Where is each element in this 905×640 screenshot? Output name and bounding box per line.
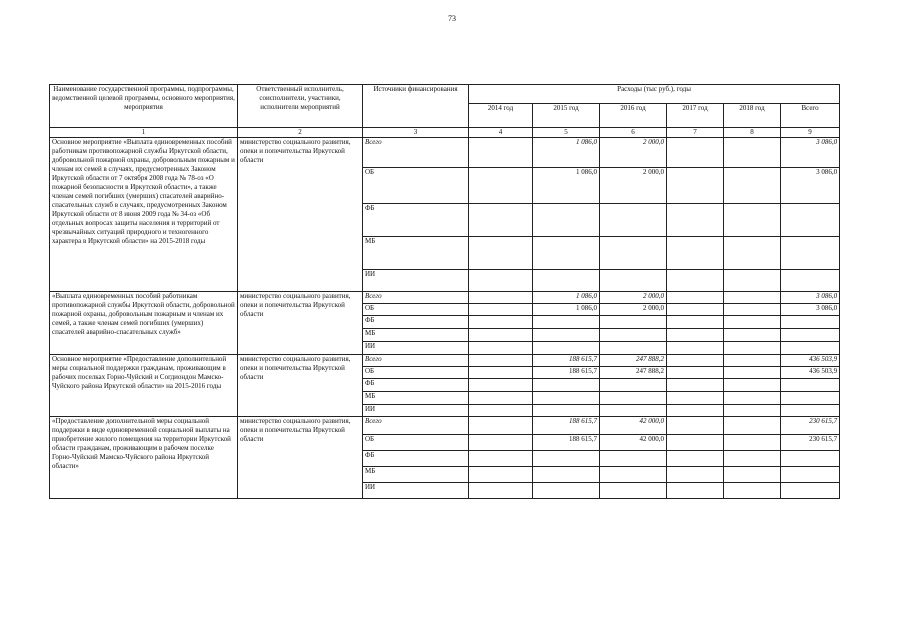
program-name: «Предоставление дополнительной меры социальной поддержки в виде единовременной социальной выплаты на приобретение жилого помещения на территории Иркутской области гражданам, проживающим в рабочем поселке Горно-Чуйский Мамско-Чуйского района Иркутской области» [50, 417, 238, 499]
amount-cell [533, 270, 600, 292]
amount-cell [600, 379, 667, 392]
column-number: 6 [600, 128, 667, 138]
amount-cell [469, 342, 533, 355]
header-year: 2017 год [667, 104, 724, 128]
amount-cell [724, 237, 781, 270]
amount-cell [781, 405, 840, 417]
amount-cell [600, 392, 667, 405]
amount-cell [533, 204, 600, 237]
amount-cell [469, 483, 533, 499]
amount-cell [533, 342, 600, 355]
amount-cell [667, 292, 724, 304]
amount-cell [469, 417, 533, 435]
column-number: 2 [238, 128, 363, 138]
funding-source: МБ [363, 392, 469, 405]
amount-cell [724, 483, 781, 499]
column-number: 8 [724, 128, 781, 138]
amount-cell: 436 503,9 [781, 355, 840, 367]
funding-source: ФБ [363, 379, 469, 392]
funding-source: МБ [363, 467, 469, 483]
amount-cell [469, 138, 533, 168]
amount-cell [724, 392, 781, 405]
amount-cell [781, 392, 840, 405]
amount-cell: 3 086,0 [781, 138, 840, 168]
amount-cell: 247 888,2 [600, 367, 667, 379]
amount-cell [724, 329, 781, 342]
executor: министерство социального развития, опеки и попечительства Иркутской области [238, 292, 363, 355]
column-numbers-row [50, 128, 840, 138]
amount-cell [469, 237, 533, 270]
amount-cell: 2 000,0 [600, 304, 667, 316]
amount-cell [533, 316, 600, 329]
amount-cell: 1 086,0 [533, 168, 600, 204]
amount-cell [781, 379, 840, 392]
amount-cell [533, 451, 600, 467]
amount-cell: 188 615,7 [533, 417, 600, 435]
header-year: 2015 год [533, 104, 600, 128]
amount-cell [724, 435, 781, 451]
amount-cell [667, 379, 724, 392]
page-number: 73 [448, 14, 456, 23]
funding-source: МБ [363, 329, 469, 342]
amount-cell [667, 237, 724, 270]
amount-cell [781, 270, 840, 292]
program-name: Основное мероприятие «Предоставление дополнительной меры социальной поддержки гражданам, проживающим в рабочих поселках Горно-Чуйский и Согдиондон Мамско-Чуйского района Иркутской области» на 2015-2016 годы [50, 355, 238, 417]
amount-cell: 1 086,0 [533, 304, 600, 316]
funding-source: ОБ [363, 367, 469, 379]
amount-cell [781, 316, 840, 329]
amount-cell [724, 292, 781, 304]
amount-cell [469, 405, 533, 417]
funding-source: Всего [363, 355, 469, 367]
funding-source: МБ [363, 237, 469, 270]
amount-cell [667, 355, 724, 367]
header-year: 2016 год [600, 104, 667, 128]
executor: министерство социального развития, опеки и попечительства Иркутской области [238, 138, 363, 292]
amount-cell [469, 168, 533, 204]
funding-source: Всего [363, 138, 469, 168]
amount-cell [469, 355, 533, 367]
amount-cell [724, 405, 781, 417]
funding-source: ФБ [363, 204, 469, 237]
column-number: 4 [469, 128, 533, 138]
funding-source: ОБ [363, 168, 469, 204]
header-year: 2018 год [724, 104, 781, 128]
amount-cell [667, 405, 724, 417]
amount-cell [724, 467, 781, 483]
amount-cell [533, 392, 600, 405]
column-number: 3 [363, 128, 469, 138]
header-name: Наименование государственной программы, подпрограммы, ведомственной целевой программы, основного мероприятия, мероприятия [50, 85, 238, 128]
amount-cell [781, 237, 840, 270]
amount-cell [667, 467, 724, 483]
amount-cell: 230 615,7 [781, 417, 840, 435]
amount-cell [600, 483, 667, 499]
amount-cell [667, 367, 724, 379]
funding-source: ФБ [363, 316, 469, 329]
header-executor: Ответственный исполнитель, соисполнители, участники, исполнители мероприятий [238, 85, 363, 128]
amount-cell [781, 451, 840, 467]
amount-cell [600, 316, 667, 329]
amount-cell [533, 379, 600, 392]
amount-cell [667, 435, 724, 451]
amount-cell: 3 086,0 [781, 292, 840, 304]
amount-cell [469, 467, 533, 483]
amount-cell [469, 392, 533, 405]
header-year: 2014 год [469, 104, 533, 128]
amount-cell [781, 483, 840, 499]
amount-cell [600, 405, 667, 417]
amount-cell [469, 367, 533, 379]
table-row [50, 355, 840, 367]
amount-cell [469, 270, 533, 292]
amount-cell [667, 316, 724, 329]
amount-cell [469, 304, 533, 316]
funding-source: ОБ [363, 435, 469, 451]
column-number: 5 [533, 128, 600, 138]
program-name: «Выплата единовременных пособий работникам противопожарной службы Иркутской области, добровольной пожарной охраны, добровольным пожарным и членам их семей, а также членам семей погибших (умерших) спасателей аварийно-спасательных служб» [50, 292, 238, 355]
table-row [50, 417, 840, 435]
amount-cell [667, 329, 724, 342]
executor: министерство социального развития, опеки и попечительства Иркутской области [238, 417, 363, 499]
amount-cell [533, 405, 600, 417]
amount-cell [469, 329, 533, 342]
funding-source: ИИ [363, 270, 469, 292]
amount-cell: 247 888,2 [600, 355, 667, 367]
amount-cell: 436 503,9 [781, 367, 840, 379]
amount-cell [667, 204, 724, 237]
amount-cell [469, 204, 533, 237]
amount-cell [724, 138, 781, 168]
amount-cell: 1 086,0 [533, 138, 600, 168]
amount-cell [469, 435, 533, 451]
funding-source: ИИ [363, 405, 469, 417]
amount-cell [600, 329, 667, 342]
header-sources: Источники финансирования [363, 85, 469, 128]
funding-source: ИИ [363, 342, 469, 355]
amount-cell: 230 615,7 [781, 435, 840, 451]
amount-cell [724, 270, 781, 292]
amount-cell: 42 000,0 [600, 417, 667, 435]
amount-cell [600, 237, 667, 270]
amount-cell [724, 304, 781, 316]
amount-cell [533, 237, 600, 270]
amount-cell [781, 204, 840, 237]
amount-cell [781, 467, 840, 483]
amount-cell [600, 342, 667, 355]
amount-cell [667, 417, 724, 435]
amount-cell [600, 451, 667, 467]
amount-cell [469, 379, 533, 392]
amount-cell [533, 329, 600, 342]
amount-cell [724, 204, 781, 237]
funding-source: Всего [363, 292, 469, 304]
amount-cell: 2 000,0 [600, 292, 667, 304]
program-name: Основное мероприятие «Выплата единовременных пособий работникам противопожарной службы Иркутской области, добровольной пожарной охраны, добровольным пожарным и членам их семей в случаях, предусмотренных Законом Иркутской области от 7 октября 2008 года № 78-оз «О пожарной безопасности в Иркутской области», а также членам семей погибших (умерших) спасателей аварийно-спасательных служб в случаях, предусмотренных Законом Иркутской области от 8 июня 2009 года № 34-оз «Об отдельных вопросах защиты населения и территорий от чрезвычайных ситуаций природного и техногенного характера в Иркутской области» на 2015-2018 годы [50, 138, 238, 292]
amount-cell [469, 316, 533, 329]
amount-cell [667, 304, 724, 316]
amount-cell [724, 355, 781, 367]
executor: министерство социального развития, опеки и попечительства Иркутской области [238, 355, 363, 417]
amount-cell [724, 417, 781, 435]
amount-cell [724, 379, 781, 392]
amount-cell [667, 138, 724, 168]
amount-cell [469, 451, 533, 467]
amount-cell [724, 342, 781, 355]
column-number: 7 [667, 128, 724, 138]
header-expenses: Расходы (тыс руб.), годы [469, 85, 840, 104]
amount-cell [533, 467, 600, 483]
amount-cell [667, 342, 724, 355]
amount-cell: 2 000,0 [600, 168, 667, 204]
amount-cell [469, 292, 533, 304]
amount-cell: 3 086,0 [781, 304, 840, 316]
table-body [50, 138, 840, 499]
amount-cell: 3 086,0 [781, 168, 840, 204]
amount-cell [724, 168, 781, 204]
amount-cell [667, 483, 724, 499]
funding-source: ОБ [363, 304, 469, 316]
amount-cell [667, 392, 724, 405]
funding-source: Всего [363, 417, 469, 435]
amount-cell [667, 168, 724, 204]
amount-cell [781, 342, 840, 355]
amount-cell [600, 270, 667, 292]
amount-cell [724, 367, 781, 379]
column-number: 1 [50, 128, 238, 138]
amount-cell: 2 000,0 [600, 138, 667, 168]
amount-cell: 1 086,0 [533, 292, 600, 304]
amount-cell [600, 204, 667, 237]
amount-cell [667, 270, 724, 292]
column-number: 9 [781, 128, 840, 138]
budget-table [49, 84, 840, 499]
table-row [50, 292, 840, 304]
amount-cell [667, 451, 724, 467]
amount-cell: 188 615,7 [533, 367, 600, 379]
funding-source: ИИ [363, 483, 469, 499]
table-row [50, 138, 840, 168]
funding-source: ФБ [363, 451, 469, 467]
amount-cell: 188 615,7 [533, 435, 600, 451]
amount-cell [724, 451, 781, 467]
amount-cell [533, 483, 600, 499]
amount-cell: 188 615,7 [533, 355, 600, 367]
header-year: Всего [781, 104, 840, 128]
amount-cell [781, 329, 840, 342]
amount-cell [724, 316, 781, 329]
amount-cell: 42 000,0 [600, 435, 667, 451]
amount-cell [600, 467, 667, 483]
